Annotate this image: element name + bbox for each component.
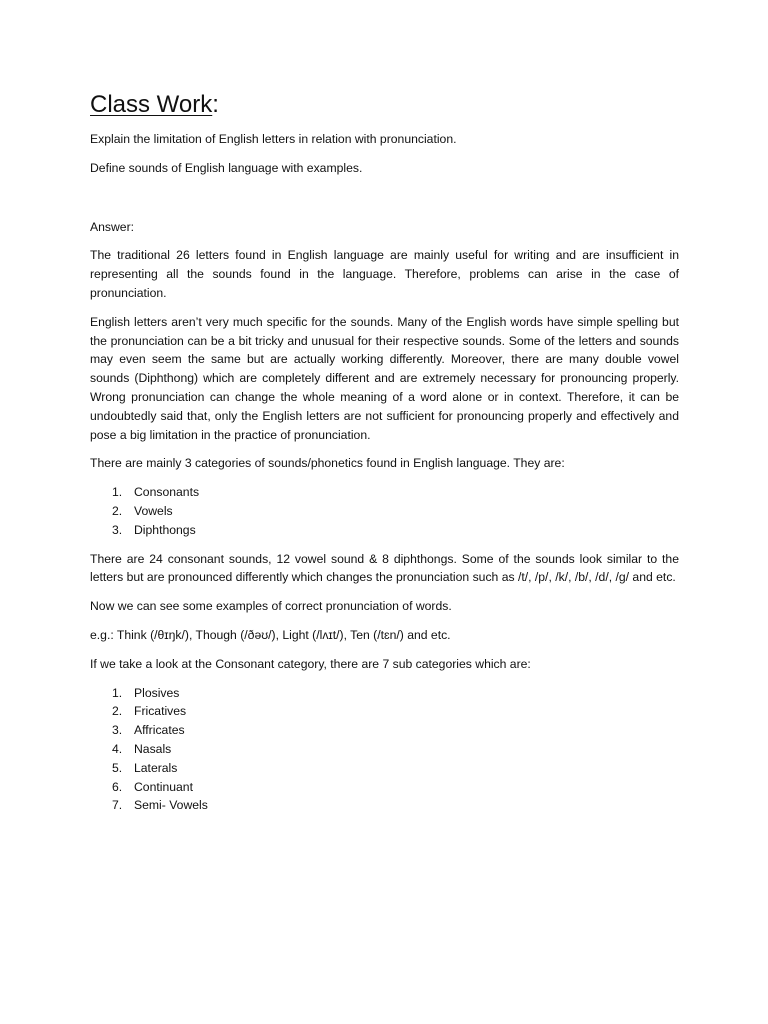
list-item xyxy=(90,702,679,721)
list-item xyxy=(90,483,679,502)
consonant-intro-paragraph: If we take a look at the Consonant category, there are 7 sub categories which are: xyxy=(90,656,531,671)
list-item-label: Fricatives xyxy=(134,704,187,719)
list-item-label: Diphthongs xyxy=(134,522,196,537)
list-item-number: 5. xyxy=(112,760,123,775)
list-item-number: 1. xyxy=(112,685,123,700)
list-item xyxy=(90,684,679,703)
list-item-label: Laterals xyxy=(134,760,178,775)
answer-paragraph-1: The traditional 26 letters found in English language are mainly useful for writing and are insufficient in representing all the sounds found in the language. Therefore, problems can arise in the case of pronunciation. xyxy=(90,248,679,300)
list-item-number: 1. xyxy=(112,485,123,500)
page-title-colon: : xyxy=(212,91,219,118)
list-item xyxy=(90,740,679,759)
list-item-label: Affricates xyxy=(134,723,185,738)
examples-intro-paragraph: Now we can see some examples of correct pronunciation of words. xyxy=(90,599,452,614)
examples-paragraph: e.g.: Think (/θɪŋk/), Though (/ðəʊ/), Light (/lʌɪt/), Ten (/tɛn/) and etc. xyxy=(90,627,451,642)
document-page xyxy=(90,88,679,825)
list-item-label: Consonants xyxy=(134,485,200,500)
list-item-number: 7. xyxy=(112,798,123,813)
list-item xyxy=(90,521,679,540)
answer-label: Answer: xyxy=(90,219,135,234)
list-item xyxy=(90,721,679,740)
list-item-label: Vowels xyxy=(134,503,173,518)
list-item-number: 2. xyxy=(112,503,123,518)
list-item-label: Semi- Vowels xyxy=(134,798,208,813)
list-item-label: Plosives xyxy=(134,685,180,700)
question-2: Define sounds of English language with examples. xyxy=(90,160,363,175)
list-item-number: 4. xyxy=(112,741,123,756)
list-item-label: Nasals xyxy=(134,741,172,756)
list-item xyxy=(90,759,679,778)
sound-categories-list xyxy=(90,483,679,539)
answer-paragraph-2: English letters aren’t very much specific for the sounds. Many of the English words have simple spelling but the pronunciation can be a bit tricky and unusual for their respective sounds. Some of the letters and sounds may even seem the same but are actually working differently. Moreover, there are many double vowel sounds (Diphthong) which are completely different and are extremely necessary for pronouncing properly. Wrong pronunciation can change the whole meaning of a word alone or in context. Therefore, it can be undoubtedly said that, only the English letters are not sufficient for pronouncing properly and effectively and pose a big limitation in the practice of pronunciation. xyxy=(90,314,679,442)
list-item xyxy=(90,796,679,815)
list-item-number: 2. xyxy=(112,704,123,719)
list-item xyxy=(90,778,679,797)
list-item-number: 3. xyxy=(112,723,123,738)
sounds-count-paragraph: There are 24 consonant sounds, 12 vowel sound & 8 diphthongs. Some of the sounds look similar to the letters but are pronounced differently which changes the pronunciation such as /t/, /p/, /k/, /b/, /d/, /g/ and etc. xyxy=(90,551,679,585)
list-item-number: 3. xyxy=(112,522,123,537)
page-title xyxy=(90,88,679,122)
answer-paragraph-3: There are mainly 3 categories of sounds/phonetics found in English language. They are: xyxy=(90,456,565,471)
list-item xyxy=(90,502,679,521)
list-item-label: Continuant xyxy=(134,779,193,794)
consonant-subcategories-list xyxy=(90,684,679,816)
question-1: Explain the limitation of English letters in relation with pronunciation. xyxy=(90,132,457,146)
list-item-number: 6. xyxy=(112,779,123,794)
page-title-text: Class Work xyxy=(90,91,213,118)
